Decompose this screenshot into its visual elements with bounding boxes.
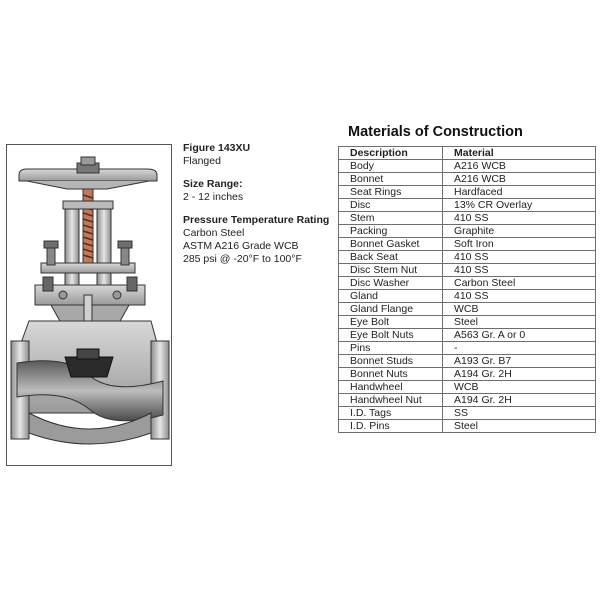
table-row: [339, 394, 596, 407]
globe-valve-cutaway-illustration: [7, 145, 173, 467]
part-description: Disc Washer: [339, 277, 443, 290]
part-material: 13% CR Overlay: [443, 199, 596, 212]
part-description: Eye Bolt: [339, 316, 443, 329]
valve-body: [11, 321, 169, 444]
part-material: SS: [443, 407, 596, 420]
part-description: Gland Flange: [339, 303, 443, 316]
part-material: A216 WCB: [443, 173, 596, 186]
materials-title: Materials of Construction: [348, 124, 523, 140]
table-row: [339, 355, 596, 368]
valve-illustration-frame: [6, 144, 172, 466]
material-grade-line: 285 psi @ -20°F to 100°F: [183, 253, 302, 265]
table-row: [339, 264, 596, 277]
part-material: A216 WCB: [443, 160, 596, 173]
table-row: [339, 381, 596, 394]
part-description: Pins: [339, 342, 443, 355]
table-row: [339, 212, 596, 225]
table-row: [339, 186, 596, 199]
part-description: Stem: [339, 212, 443, 225]
part-material: Steel: [443, 420, 596, 433]
table-row: [339, 199, 596, 212]
table-row: [339, 303, 596, 316]
material-grade-line: ASTM A216 Grade WCB: [183, 240, 299, 252]
part-description: Bonnet: [339, 173, 443, 186]
part-description: Bonnet Studs: [339, 355, 443, 368]
column-header-material: Material: [443, 147, 596, 160]
table-row: [339, 160, 596, 173]
size-range-heading: Size Range:: [183, 178, 243, 190]
part-material: A193 Gr. B7: [443, 355, 596, 368]
part-description: Body: [339, 160, 443, 173]
table-row: [339, 225, 596, 238]
column-header-description: Description: [339, 147, 443, 160]
handwheel: [19, 157, 157, 189]
part-description: Disc: [339, 199, 443, 212]
table-row: [339, 407, 596, 420]
part-material: Steel: [443, 316, 596, 329]
part-material: Hardfaced: [443, 186, 596, 199]
part-material: -: [443, 342, 596, 355]
table-row: [339, 329, 596, 342]
part-description: Handwheel: [339, 381, 443, 394]
part-material: WCB: [443, 381, 596, 394]
table-row: [339, 238, 596, 251]
valve-specification: [183, 142, 335, 266]
part-description: Seat Rings: [339, 186, 443, 199]
part-material: 410 SS: [443, 212, 596, 225]
table-row: [339, 277, 596, 290]
part-description: Bonnet Gasket: [339, 238, 443, 251]
size-range-value: 2 - 12 inches: [183, 191, 244, 203]
material-grade-line: Carbon Steel: [183, 227, 245, 239]
connection-type: Flanged: [183, 155, 221, 167]
part-material: 410 SS: [443, 290, 596, 303]
pressure-temperature-heading: Pressure Temperature Rating: [183, 214, 330, 226]
table-row: [339, 316, 596, 329]
part-description: Bonnet Nuts: [339, 368, 443, 381]
part-material: A194 Gr. 2H: [443, 368, 596, 381]
table-row: [339, 342, 596, 355]
materials-table: [338, 146, 596, 433]
part-material: Carbon Steel: [443, 277, 596, 290]
table-row: [339, 368, 596, 381]
part-material: 410 SS: [443, 264, 596, 277]
part-description: Gland: [339, 290, 443, 303]
table-row: [339, 420, 596, 433]
part-description: Eye Bolt Nuts: [339, 329, 443, 342]
part-material: 410 SS: [443, 251, 596, 264]
part-description: Handwheel Nut: [339, 394, 443, 407]
part-description: Back Seat: [339, 251, 443, 264]
part-description: Disc Stem Nut: [339, 264, 443, 277]
table-row: [339, 290, 596, 303]
part-description: I.D. Pins: [339, 420, 443, 433]
table-row: [339, 173, 596, 186]
part-material: Graphite: [443, 225, 596, 238]
figure-title: Figure 143XU: [183, 142, 251, 154]
part-description: Packing: [339, 225, 443, 238]
part-material: A194 Gr. 2H: [443, 394, 596, 407]
table-header-row: [339, 147, 596, 160]
part-material: WCB: [443, 303, 596, 316]
table-row: [339, 251, 596, 264]
part-material: Soft Iron: [443, 238, 596, 251]
part-material: A563 Gr. A or 0: [443, 329, 596, 342]
part-description: I.D. Tags: [339, 407, 443, 420]
